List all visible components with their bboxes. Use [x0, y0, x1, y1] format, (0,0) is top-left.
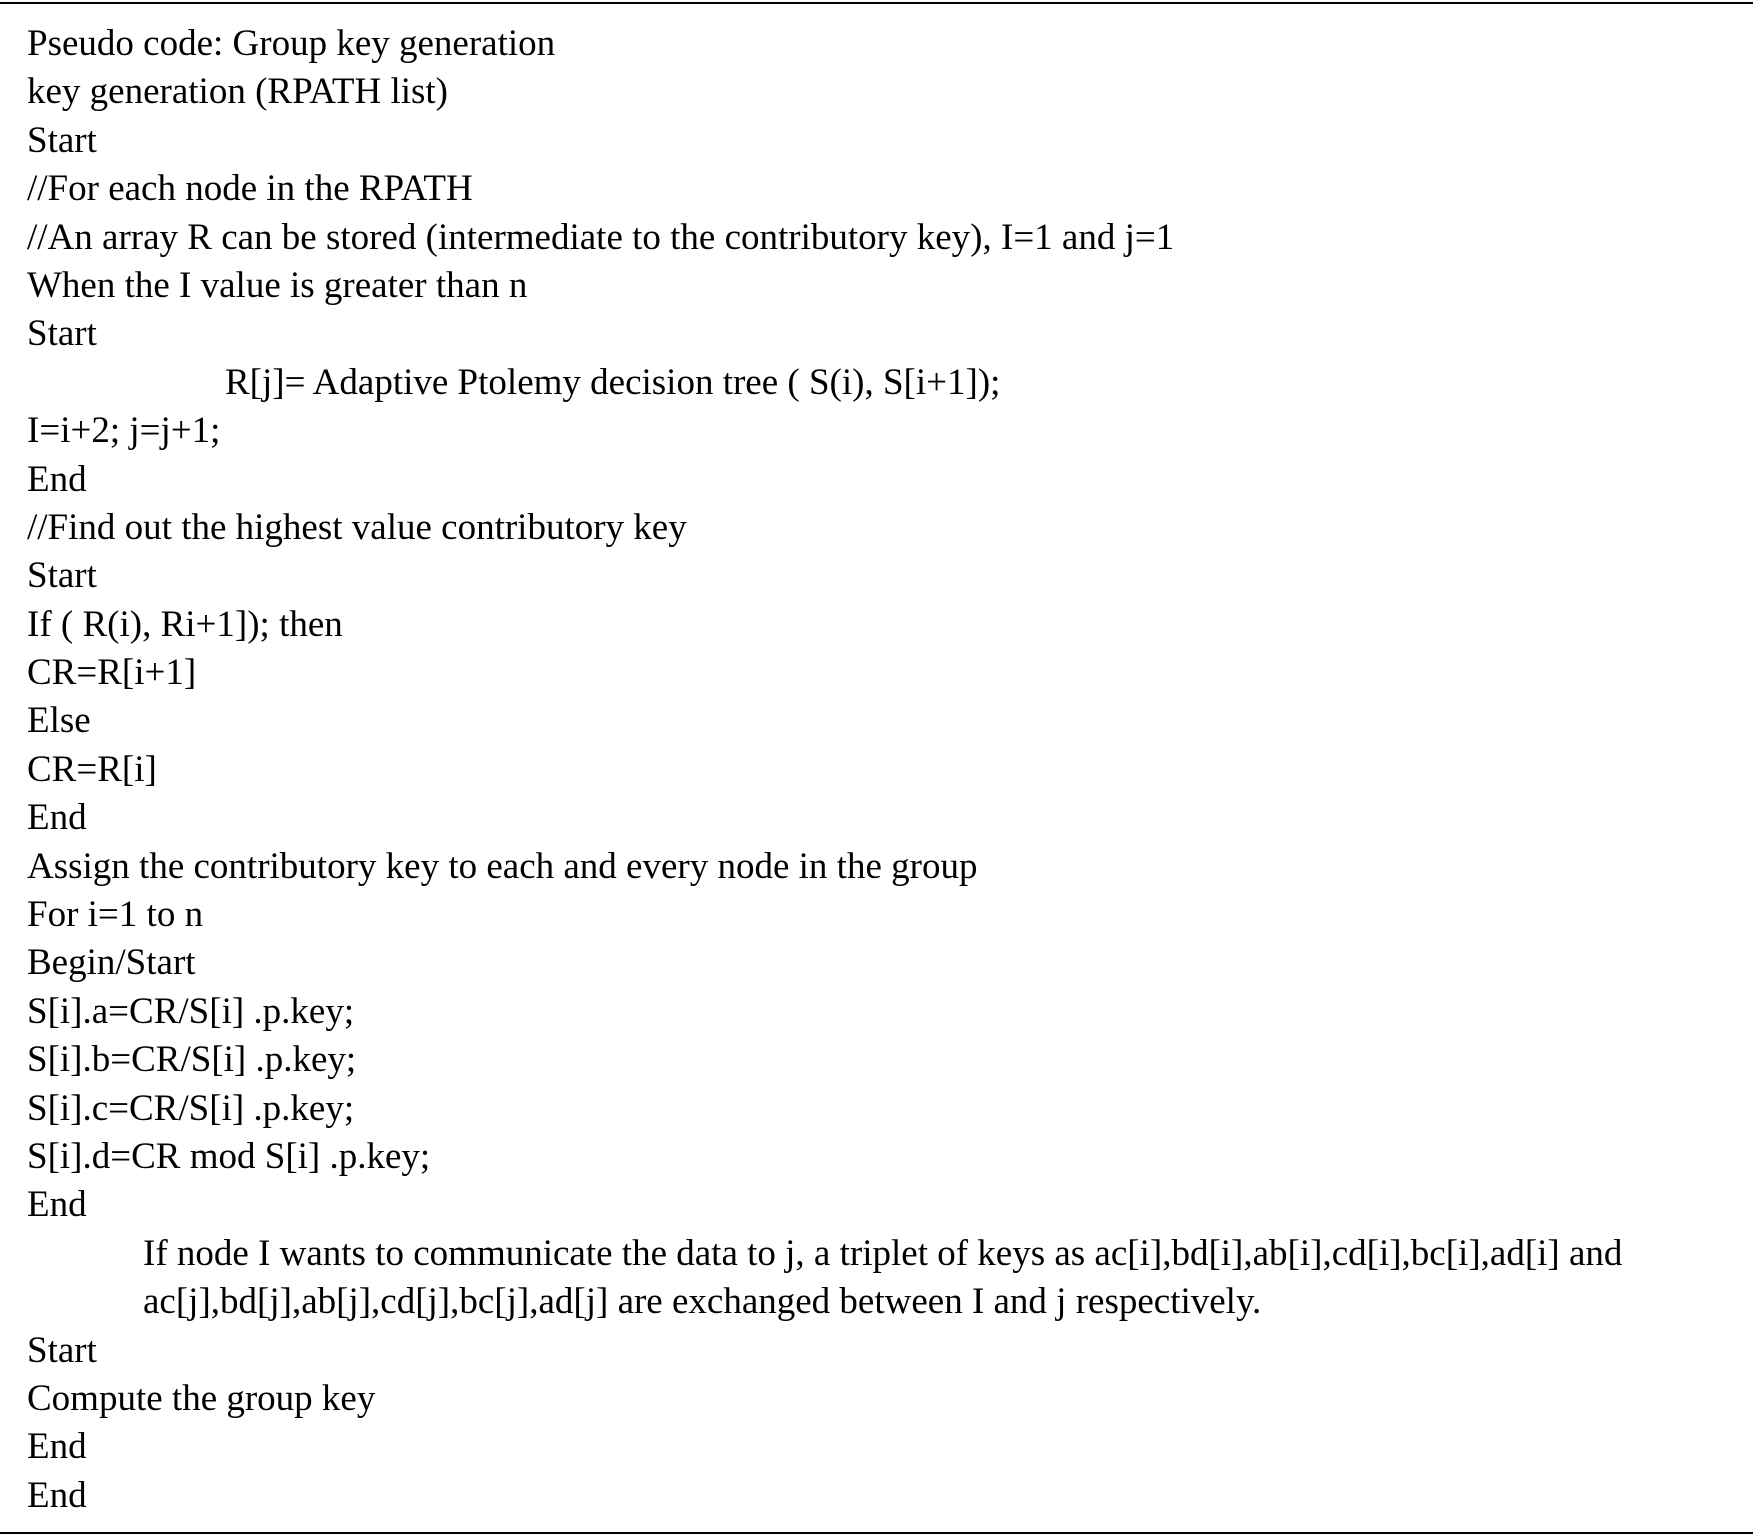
- code-title: Pseudo code: Group key generation: [27, 23, 556, 64]
- code-line: For i=1 to n: [27, 894, 204, 936]
- code-line: S[i].c=CR/S[i] .p.key;: [27, 1087, 355, 1129]
- code-comment: //An array R can be stored (intermediate to the contributory key), I=1 and j=1: [27, 216, 1175, 258]
- code-line: Start: [27, 119, 97, 161]
- code-line: S[i].a=CR/S[i] .p.key;: [27, 990, 355, 1032]
- code-line: Start: [27, 555, 97, 597]
- code-paragraph: [27, 1230, 1747, 1327]
- code-line: End: [27, 797, 87, 839]
- code-comment: //Find out the highest value contributory key: [27, 506, 687, 548]
- code-line: End: [27, 458, 87, 500]
- code-line: key generation (RPATH list): [27, 71, 449, 113]
- code-line: Compute the group key: [27, 1377, 376, 1419]
- code-line: Assign the contributory key to each and every node in the group: [27, 845, 978, 887]
- code-line: S[i].d=CR mod S[i] .p.key;: [27, 1135, 431, 1177]
- code-line: Begin/Start: [27, 942, 196, 984]
- code-paragraph-line: If node I wants to communicate the data to j, a triplet of keys as ac[i],bd[i],ab[i],cd[i],bc[i],ad[i] and: [143, 1232, 1623, 1274]
- code-line: CR=R[i]: [27, 748, 157, 790]
- code-line: CR=R[i+1]: [27, 652, 197, 694]
- code-line: Else: [27, 700, 91, 742]
- code-line: When the I value is greater than n: [27, 264, 528, 306]
- top-rule: [0, 2, 1753, 4]
- code-paragraph-line: ac[j],bd[j],ab[j],cd[j],bc[j],ad[j] are exchanged between I and j respectively.: [143, 1281, 1262, 1323]
- code-line: End: [27, 1184, 87, 1226]
- code-line: R[j]= Adaptive Ptolemy decision tree ( S(i), S[i+1]);: [225, 361, 1001, 403]
- bottom-rule: [0, 1532, 1753, 1534]
- code-line: End: [27, 1426, 87, 1468]
- code-comment: //For each node in the RPATH: [27, 168, 473, 210]
- code-line: If ( R(i), Ri+1]); then: [27, 603, 343, 645]
- code-line: Start: [27, 1329, 97, 1371]
- code-line: I=i+2; j=j+1;: [27, 410, 221, 452]
- pseudo-code-block: [27, 20, 1747, 1520]
- code-line: S[i].b=CR/S[i] .p.key;: [27, 1039, 357, 1081]
- code-line: End: [27, 1474, 87, 1516]
- code-line: Start: [27, 313, 97, 355]
